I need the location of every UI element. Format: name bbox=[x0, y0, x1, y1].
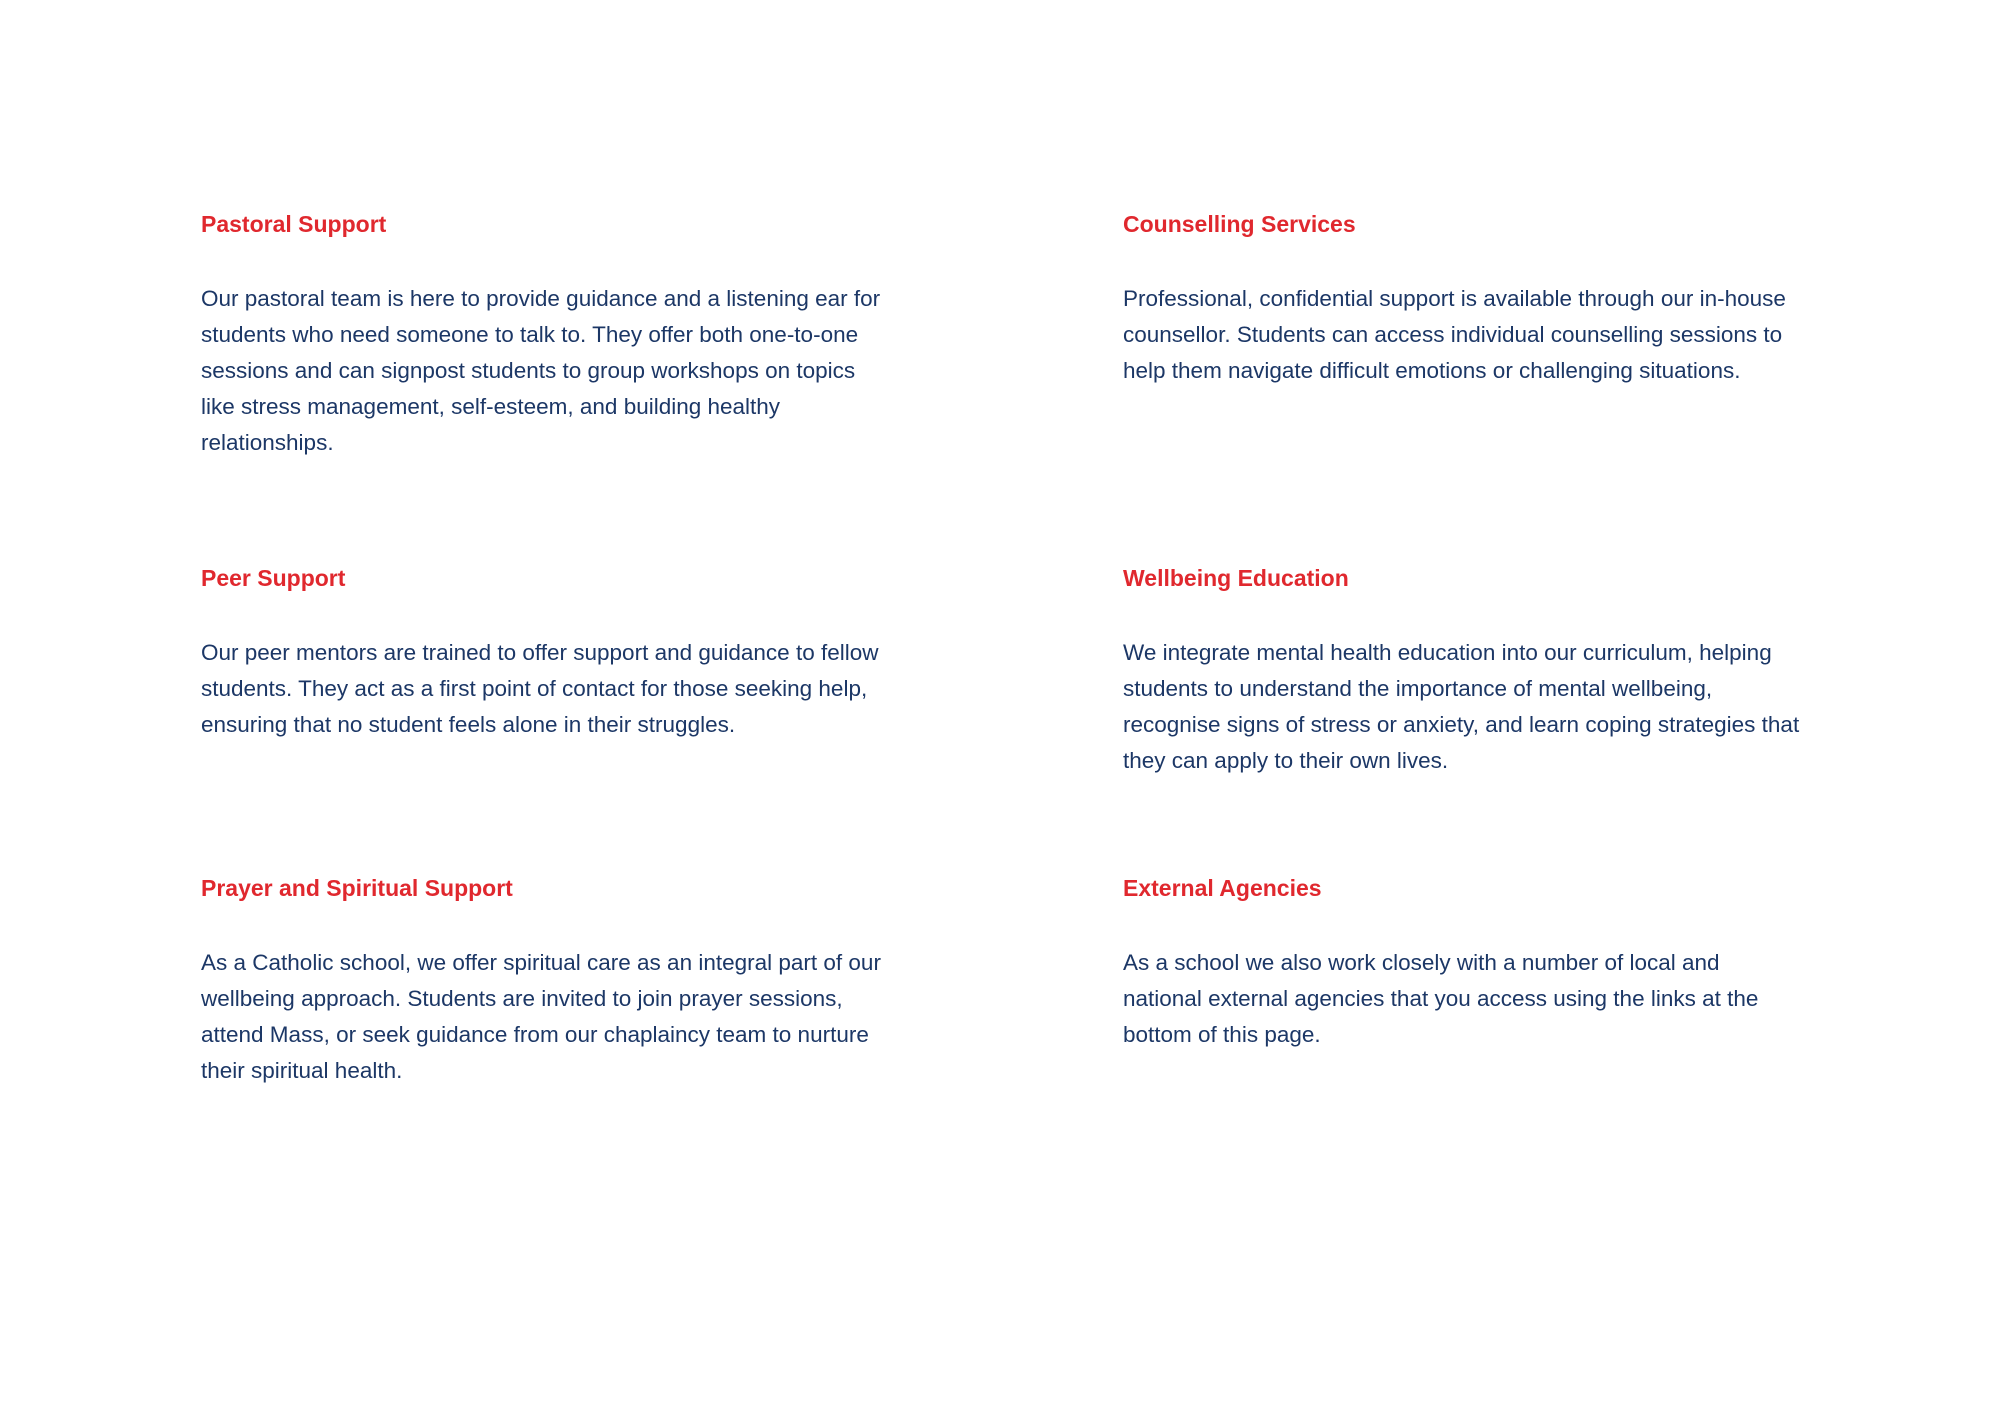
section-body: As a Catholic school, we offer spiritual care as an integral part of our wellbeing approach. Students are invited to join prayer sessions, attend Mass, or seek guidance from our chaplaincy team to nurture their spiritual health. bbox=[201, 950, 881, 1083]
section-body: We integrate mental health education into our curriculum, helping students to understand the importance of mental wellbeing, recognise signs of stress or anxiety, and learn coping strategies that they can apply to their own lives. bbox=[1123, 640, 1800, 773]
section-counselling-services bbox=[1123, 209, 1803, 389]
section-body: As a school we also work closely with a number of local and national external agencies that you access using the links at the bottom of this page. bbox=[1123, 950, 1759, 1047]
section-title: Prayer and Spiritual Support bbox=[201, 875, 513, 901]
section-body: Our peer mentors are trained to offer support and guidance to fellow students. They act as a first point of contact for those seeking help, ensuring that no student feels alone in their struggles. bbox=[201, 640, 879, 737]
section-pastoral-support bbox=[201, 209, 881, 461]
section-title: Pastoral Support bbox=[201, 211, 387, 237]
section-title: External Agencies bbox=[1123, 875, 1322, 901]
section-peer-support bbox=[201, 563, 881, 743]
section-wellbeing-education bbox=[1123, 563, 1803, 779]
section-external-agencies bbox=[1123, 873, 1803, 1053]
section-title: Peer Support bbox=[201, 565, 346, 591]
section-body: Professional, confidential support is available through our in-house counsellor. Students can access individual counselling sessions to help them navigate difficult emotions or challenging situations. bbox=[1123, 286, 1786, 383]
section-title: Counselling Services bbox=[1123, 211, 1356, 237]
section-body: Our pastoral team is here to provide guidance and a listening ear for students who need someone to talk to. They offer both one-to-one sessions and can signpost students to group workshops on topics like stress management, self-esteem, and building healthy relationships. bbox=[201, 286, 881, 455]
section-prayer-and-spiritual-support bbox=[201, 873, 881, 1089]
section-title: Wellbeing Education bbox=[1123, 565, 1349, 591]
